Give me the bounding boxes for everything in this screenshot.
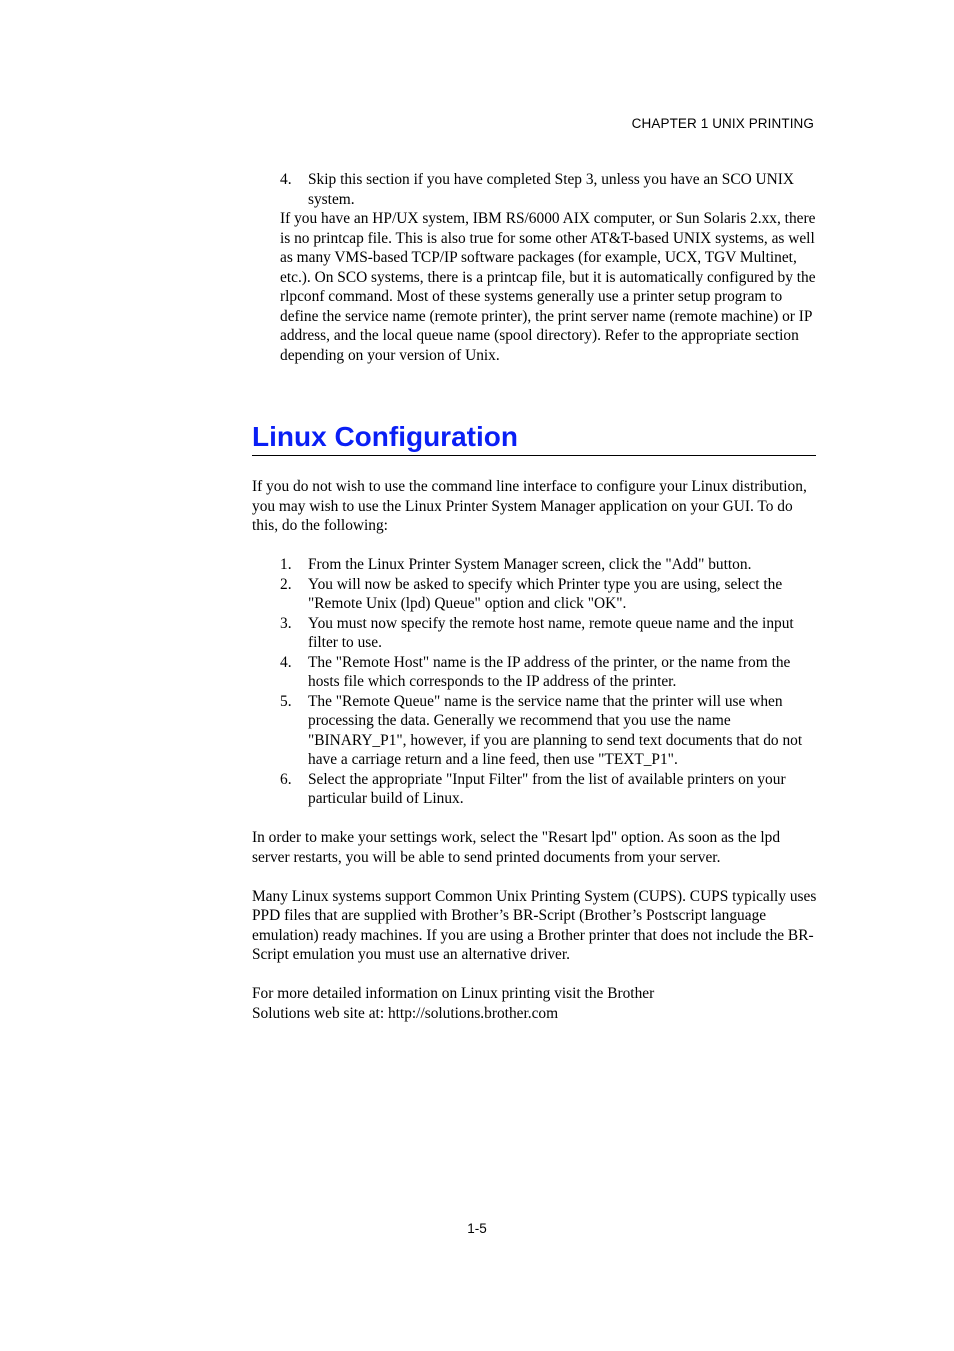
cups-paragraph: Many Linux systems support Common Unix Printing System (CUPS). CUPS typically uses PPD files that are supplied with Brother’s BR-Script (Brother’s Postscript language emulation) ready machines. If you are using a Brother printer that does not include the BR-Script emulation you must use an alternative driver. [252,887,817,963]
list-item [280,614,818,653]
more-info-line-1: For more detailed information on Linux printing visit the Brother [252,985,655,1002]
page-number: 1-5 [467,1221,487,1236]
list-text: The "Remote Queue" name is the service name that the printer will use when processing the data. Generally we recommend that you use the name "BINARY_P1", however, if you are planning to send text documents that do not have a carriage return and a line feed, then use "TEXT_P1". [308,692,803,768]
list-text: You will now be asked to specify which Printer type you are using, select the "Remote Unix (lpd) Queue" option and click "OK". [308,575,783,612]
printcap-paragraph: If you have an HP/UX system, IBM RS/6000 AIX computer, or Sun Solaris 2.xx, there is no printcap file. This is also true for some other AT&T-based UNIX systems, as well as many VMS-based TCP/IP software packages (for example, UCX, TGV Multinet, etc.). On SCO systems, there is a printcap file, but it is automatically configured by the rlpconf command. Most of these systems generally use a printer setup program to define the service name (remote printer), the print server name (remote machine) or IP address, and the local queue name (spool directory). Refer to the appropriate section depending on your version of Unix. [280,210,816,364]
more-info-line-2: Solutions web site at: http://solutions.brother.com [252,1004,559,1022]
list-number: 2. [280,575,292,593]
top-step-block [280,170,820,365]
list-text: Select the appropriate "Input Filter" from the list of available printers on your particular build of Linux. [308,770,786,807]
section-heading-rule [252,420,816,456]
list-item [280,653,818,692]
list-item [280,575,818,614]
steps-list [280,555,818,809]
list-number: 5. [280,692,292,710]
list-number: 6. [280,770,292,788]
list-text: Skip this section if you have completed Step 3, unless you have an SCO UNIX system. [308,171,795,208]
list-text: The "Remote Host" name is the IP address of the printer, or the name from the hosts file which corresponds to the IP address of the printer. [308,653,791,690]
intro-paragraph: If you do not wish to use the command line interface to configure your Linux distribution, you may wish to use the Linux Printer System Manager application on your GUI. To do this, do the following: [252,478,807,534]
list-item [280,170,820,209]
list-number: 1. [280,556,292,573]
list-item [280,692,818,770]
list-number: 3. [280,614,292,632]
list-number: 4. [280,171,292,188]
section-title: Linux Configuration [252,421,518,452]
list-item [280,770,818,809]
more-info-paragraph [252,984,818,1023]
list-item [280,555,818,575]
restart-paragraph: In order to make your settings work, select the "Resart lpd" option. As soon as the lpd server restarts, you will be able to send printed documents from your server. [252,829,781,866]
section-body [252,477,818,1043]
list-text: From the Linux Printer System Manager screen, click the "Add" button. [308,556,752,573]
list-text: You must now specify the remote host name, remote queue name and the input filter to use. [308,614,794,651]
list-number: 4. [280,653,292,671]
running-header: CHAPTER 1 UNIX PRINTING [631,116,814,131]
